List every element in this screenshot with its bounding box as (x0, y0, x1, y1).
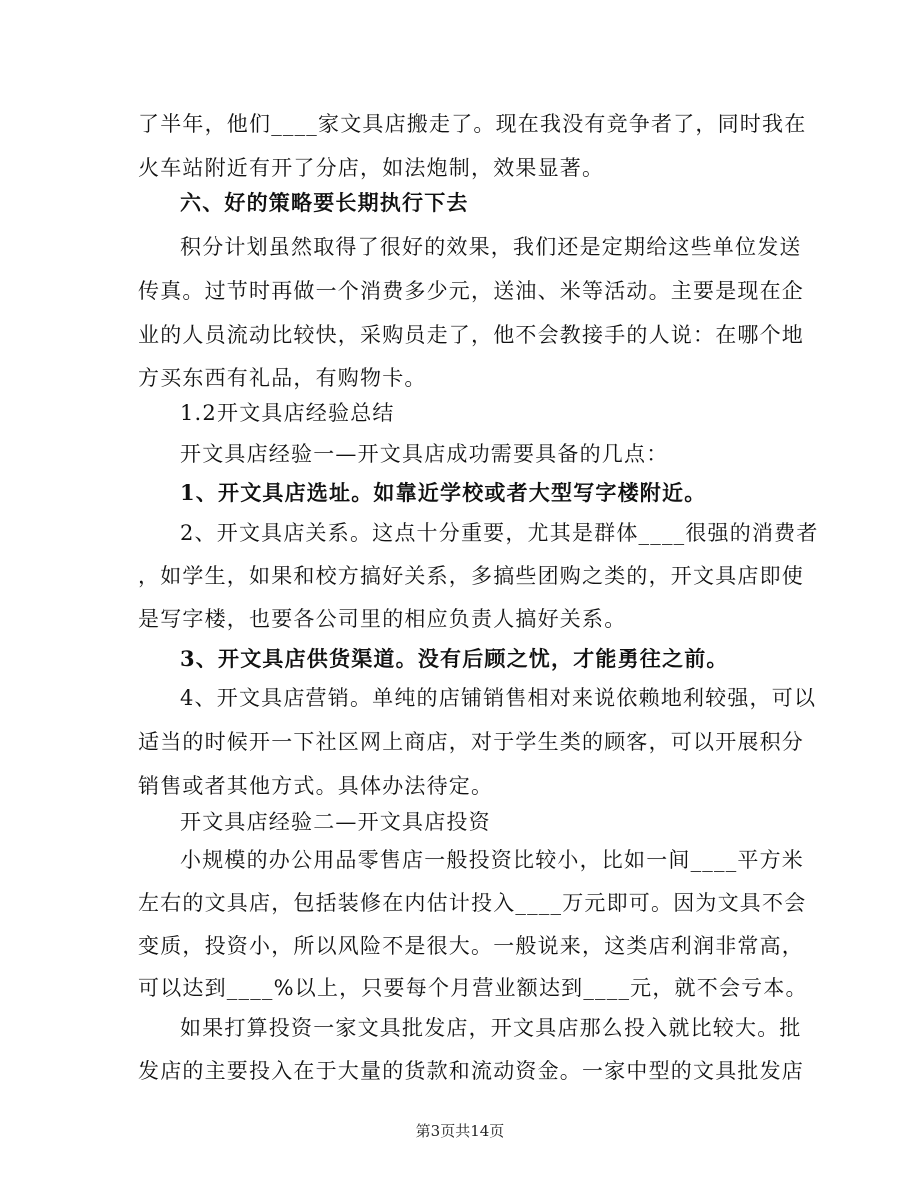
body-line: 变质，投资小，所以风险不是很大。一般说来，这类店利润非常高， (138, 934, 804, 958)
page-number: 第3页共14页 (415, 1122, 505, 1140)
body-line: 适当的时候开一下社区网上商店，对于学生类的顾客，可以开展积分 (138, 730, 804, 754)
list-item: 1、开文具店选址。如靠近学校或者大型写字楼附近。 (180, 480, 707, 505)
body-line: 开文具店经验一—开文具店成功需要具备的几点： (180, 442, 669, 466)
body-line: 可以达到____%以上，只要每个月营业额达到____元，就不会亏本。 (138, 976, 808, 1000)
body-line: 积分计划虽然取得了很好的效果，我们还是定期给这些单位发送 (180, 235, 802, 259)
list-item: 2、开文具店关系。这点十分重要，尤其是群体____很强的消费者 (180, 521, 819, 545)
body-line: 传真。过节时再做一个消费多少元，送油、米等活动。主要是现在企 (138, 279, 804, 303)
body-line: 销售或者其他方式。具体办法待定。 (138, 774, 494, 798)
body-line: 发店的主要投入在于大量的货款和流动资金。一家中型的文具批发店 (138, 1059, 804, 1083)
body-line: 业的人员流动比较快，采购员走了，他不会教接手的人说：在哪个地 (138, 323, 804, 347)
body-line: 是写字楼，也要各公司里的相应负责人搞好关系。 (138, 607, 627, 631)
body-line: 了半年，他们____家文具店搬走了。现在我没有竞争者了，同时我在 (138, 112, 807, 136)
body-line: 左右的文具店，包括装修在内估计投入____万元即可。因为文具不会 (138, 891, 807, 915)
body-line: 小规模的办公用品零售店一般投资比较小，比如一间____平方米 (180, 848, 804, 872)
body-line: 火车站附近有开了分店，如法炮制，效果显著。 (138, 156, 605, 180)
list-item: 4、开文具店营销。单纯的店铺销售相对来说依赖地利较强，可以 (180, 686, 817, 710)
section-heading: 六、好的策略要长期执行下去 (180, 190, 469, 215)
body-line: 方买东西有礼品，有购物卡。 (138, 366, 427, 390)
subsection-heading: 1.2开文具店经验总结 (180, 401, 395, 425)
body-line: ，如学生，如果和校方搞好关系，多搞些团购之类的，开文具店即使 (138, 564, 804, 588)
list-item: 3、开文具店供货渠道。没有后顾之忧，才能勇往之前。 (180, 646, 729, 671)
body-line: 如果打算投资一家文具批发店，开文具店那么投入就比较大。批 (180, 1016, 802, 1040)
subsection-heading: 开文具店经验二—开文具店投资 (180, 810, 491, 834)
